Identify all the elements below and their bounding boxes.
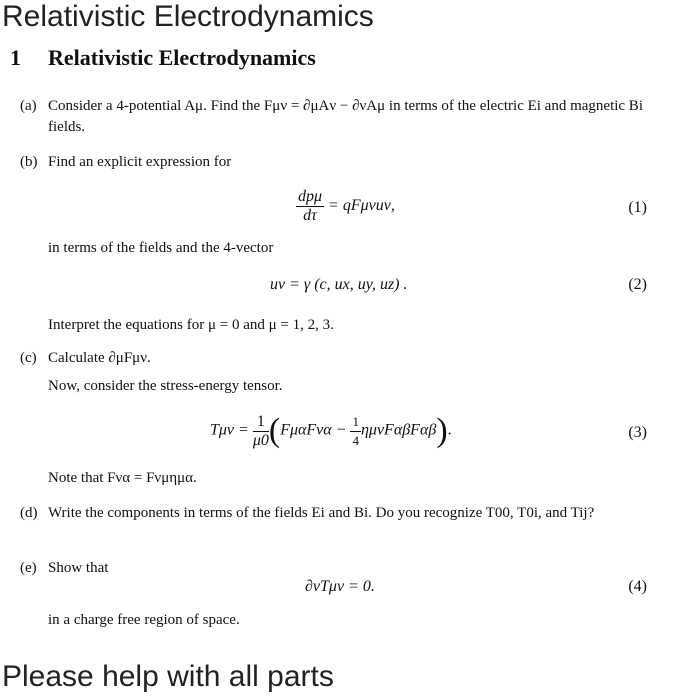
part-b-end-block [0, 315, 673, 337]
eq3-q-den: 4 [352, 432, 359, 448]
page-title: Relativistic Electrodynamics [2, 0, 374, 33]
part-c-note: Note that Fνα = Fνμημα. [48, 470, 197, 486]
equation-2: uν = γ (c, ux, uy, uz) . [270, 276, 408, 293]
equation-3: Tμν = $\frac{1}{\mu 0}$ (FμαFνα − $\frac{1}{4}$ ημνFαβFαβ). [210, 412, 452, 449]
eq1-numerator: dpμ [298, 188, 323, 205]
eq3-number: (3) [628, 424, 647, 441]
eq1-rhs: = qFμνuν, [328, 197, 395, 215]
part-b-label: (b) [20, 154, 38, 170]
part-a [0, 96, 673, 142]
part-e [0, 558, 673, 580]
eq3-lhs: Tμν = [210, 421, 249, 439]
part-e-intro: Show that [48, 560, 109, 576]
part-b-middle: in terms of the fields and the 4-vector [48, 240, 274, 256]
eq3-body2: ημνFαβFαβ [360, 421, 437, 439]
part-d [0, 503, 673, 549]
section-title: Relativistic Electrodynamics [48, 45, 316, 70]
part-d-label: (d) [20, 505, 38, 521]
part-c-label: (c) [20, 350, 37, 366]
eq3-coef-num: 1 [253, 413, 269, 432]
part-a-label: (a) [20, 98, 37, 114]
equation-4: ∂νTμν = 0. [305, 578, 375, 595]
part-a-text: Consider a 4-potential Aμ. Find the Fμν = ∂μAν − ∂νAμ in terms of the electric Ei and magnetic Bi fields. [48, 98, 643, 135]
part-e-after: in a charge free region of space. [48, 612, 240, 628]
part-c [0, 348, 673, 370]
part-c-note-block [0, 468, 673, 490]
eq3-body: FμαFνα − [280, 421, 351, 439]
eq3-q-num: 1 [350, 413, 361, 432]
part-c-stress-block [0, 376, 673, 398]
eq3-coef-den: μ0 [252, 431, 269, 449]
equation-1 [296, 188, 395, 225]
section-heading [10, 45, 316, 71]
part-e-label: (e) [20, 560, 37, 576]
part-b [0, 152, 673, 174]
eq1-number: (1) [628, 199, 647, 216]
part-c-text: Calculate ∂μFμν. [48, 350, 151, 366]
eq1-denominator: dτ [303, 207, 317, 224]
section-number: 1 [10, 45, 21, 70]
part-b-middle-block [0, 238, 673, 260]
part-c-stress-intro: Now, consider the stress-energy tensor. [48, 378, 283, 394]
help-request: Please help with all parts [2, 660, 334, 693]
eq2-number: (2) [628, 276, 647, 293]
eq3-left-paren: ( [268, 412, 281, 449]
part-d-text: Write the components in terms of the fields Ei and Bi. Do you recognize T00, T0i, and Tij? [48, 505, 595, 521]
eq3-right-paren: ) [436, 412, 448, 449]
part-b-end: Interpret the equations for μ = 0 and μ = 1, 2, 3. [48, 317, 334, 333]
part-b-intro: Find an explicit expression for [48, 154, 232, 170]
eq4-number: (4) [628, 578, 647, 595]
part-e-after-block [0, 610, 673, 632]
